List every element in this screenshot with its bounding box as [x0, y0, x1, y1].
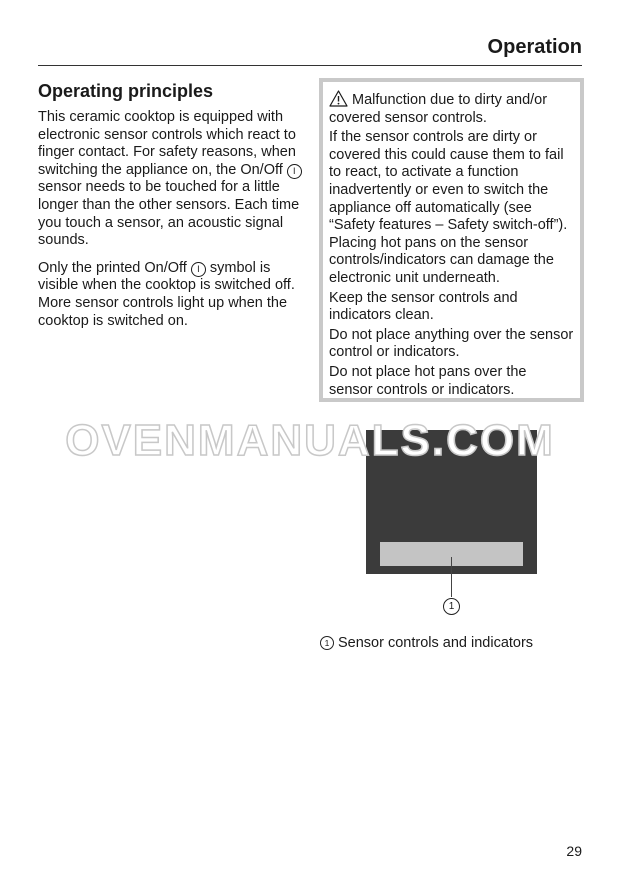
paragraph-2 [38, 260, 308, 330]
section-heading: Operating principles [38, 81, 214, 101]
paragraph-2-start: Only the printed On/Off [38, 259, 191, 276]
legend-text: Sensor controls and indicators [338, 635, 534, 651]
paragraph-1 [38, 109, 308, 250]
legend-number: 1 [320, 636, 334, 650]
warning-paragraph-2: Keep the sensor controls and indicators clean. [329, 289, 518, 324]
figure-legend [320, 635, 533, 651]
warning-paragraph-4: Do not place hot pans over the sensor controls or indicators. [329, 363, 527, 398]
paragraph-1-end: sensor needs to be touched for a little longer than the other sensors. Each time you touch a sensor, an acoustic signal sounds. [38, 179, 300, 249]
page-number: 29 [566, 843, 582, 859]
warning-paragraph-1: If the sensor controls are dirty or covered this could cause them to fail to react, to activate a function inadvertently or even to switch the appliance off automatically (see “Safety features – Safety switch-off”). Placing hot pans on the sensor controls/indicators can damage the electronic unit underneath. [329, 129, 568, 286]
page-header-title: Operation [487, 36, 582, 58]
warning-title-text: Malfunction due to dirty and/or covered sensor controls. [329, 92, 548, 126]
warning-box [319, 78, 584, 402]
watermark: OVENMANUALS.COM [65, 416, 555, 465]
header-divider [38, 65, 582, 66]
power-icon: I [287, 164, 302, 179]
power-icon: I [191, 262, 206, 277]
paragraph-1-start: This ceramic cooktop is equipped with electronic sensor controls which react to finger contact. For safety reasons, when switching the appliance on, the On/Off [38, 109, 296, 178]
body-text [38, 109, 308, 340]
paragraph-2-end: symbol is visible when the cooktop is switched off. More sensor controls light up when the cooktop is switched on. [38, 259, 295, 329]
callout-number: 1 [443, 598, 460, 615]
callout-line [451, 557, 452, 597]
warning-title [329, 90, 574, 127]
warning-paragraph-3: Do not place anything over the sensor control or indicators. [329, 326, 574, 361]
warning-triangle-icon [329, 90, 348, 107]
